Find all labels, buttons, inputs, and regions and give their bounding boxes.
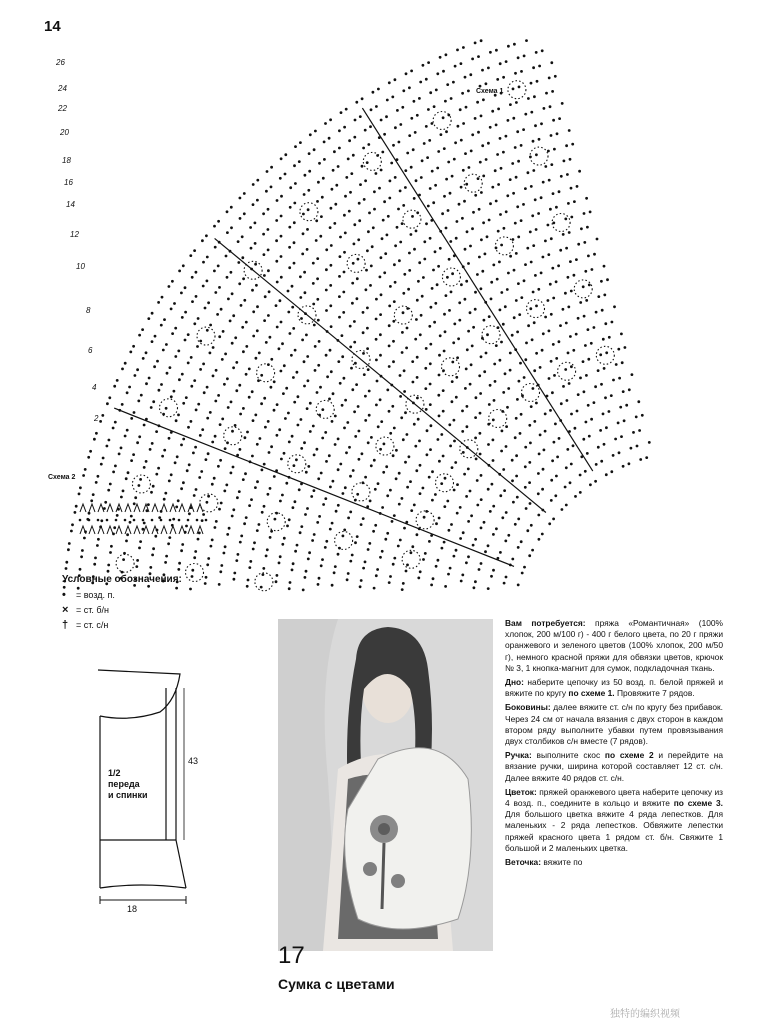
product-photo [278,619,493,951]
flower-text: Для большого цветка вяжите 4 ряда лепестков. Для маленьких - 2 ряда лепестков. Обвяжите лепестки пряжей красного цвета 1 рядом ст. б/н. Свяжите 1 большой и 2 маленьких цветка. [505,809,723,853]
instructions [505,618,723,871]
bottom-text: Провяжите 7 рядов. [616,688,695,699]
legend-item [62,603,182,618]
bottom-text: наберите цепочку из 50 возд. п. белой пряжей и вяжите по кругу [505,677,723,699]
scheme1-label: Схема 1 [476,88,504,95]
legend-title: Условные обозначения: [62,574,182,585]
legend-text: = ст. с/н [76,620,109,630]
legend-item [62,618,182,633]
twig-paragraph [505,857,723,868]
legend [62,574,182,633]
materials-text: пряжа «Романтичная» (100% хлопок, 200 м/100 г) - 400 г белого цвета, по 20 г пряжи оранжевого и зеленого цветов (100% хлопок, 200 м/50 г), немного красной пряжи для обвязки цветов, крючок № 3, 1 кнопка-магнит для сумок, подкладочная ткань. [505,618,723,673]
row-number: 10 [76,262,85,271]
pattern-label [108,768,147,801]
bottom-paragraph [505,677,723,699]
flower-text: пряжей оранжевого цвета наберите цепочку из 4 возд. п., соедините в кольцо и вяжите [505,786,723,809]
pattern-label-line: 1/2 [108,768,121,778]
item-number: 17 [278,942,305,969]
row-number: 18 [62,156,71,165]
twig-text: вяжите по [543,857,583,868]
bottom-scheme: по схеме 1. [568,688,615,699]
sides-paragraph [505,702,723,747]
handle-text: и перейдите на вязание ручки, ширина которой составляет 12 ст. с/н. Далее вяжите 40 рядов ст. с/н. [505,750,724,783]
row-number: 4 [92,383,97,392]
legend-item [62,588,182,603]
item-title: Сумка с цветами [278,976,395,992]
flower-scheme: по схеме 3. [673,798,723,809]
handle-paragraph [505,750,723,784]
row-number: 16 [64,178,73,187]
row-number: 6 [88,346,93,355]
row-number: 22 [58,104,67,113]
row-number: 14 [66,200,75,209]
watermark: 独特的编织视频 [610,1009,680,1020]
row-number: 8 [86,306,91,315]
twig-label: Веточка: [505,857,541,868]
handle-text: выполните скос [536,750,601,761]
legend-text: = возд. п. [76,590,115,600]
scheme2-label: Схема 2 [48,474,76,481]
legend-text: = ст. б/н [76,605,110,615]
bottom-label: Дно: [505,677,524,688]
row-number: 26 [56,58,65,67]
legend-symbol: † [62,619,69,631]
sides-text: далее вяжите ст. с/н по кругу без прибавок. Через 24 см от начала вязания с двух сторон в каждом втором ряду выполните убавки путем провязывания двух столбиков с/н вместе (7 рядов). [505,702,723,747]
row-number: 20 [60,128,69,137]
pattern-label-line: переда [108,779,140,789]
row-number: 24 [58,84,67,93]
flower-paragraph [505,787,723,854]
sides-label: Боковины: [505,702,551,713]
handle-label: Ручка: [505,750,532,761]
flower-label: Цветок: [505,786,537,797]
materials-label: Вам потребуется: [505,618,586,628]
row-number: 2 [94,414,99,423]
dimension-height: 43 [188,756,199,766]
pattern-label-line: и спинки [108,790,148,800]
legend-symbol: • [62,589,66,601]
page-number: 14 [44,18,61,35]
dimension-width: 18 [127,904,138,914]
materials-paragraph [505,618,723,674]
legend-symbol: × [62,604,69,616]
handle-scheme: по схеме 2 [604,750,654,761]
row-number: 12 [70,230,79,239]
